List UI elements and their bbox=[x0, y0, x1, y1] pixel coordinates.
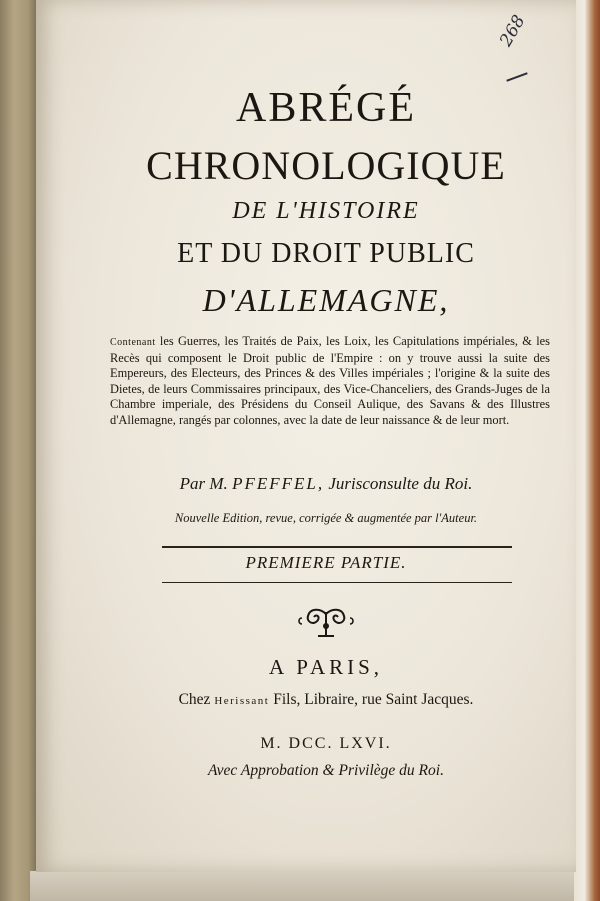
title-line-1: ABRÉGÉ bbox=[236, 85, 416, 131]
imprint-place: A PARIS, bbox=[268, 655, 384, 679]
title-line-2: CHRONOLOGIQUE bbox=[146, 143, 506, 188]
printer-line bbox=[76, 691, 576, 709]
privilege-line: Avec Approbation & Privilège du Roi. bbox=[208, 762, 444, 779]
printer-rest: Fils, Libraire, rue Saint Jacques. bbox=[273, 691, 474, 708]
author-line bbox=[76, 474, 576, 494]
page-edges bbox=[574, 0, 600, 901]
author-title: Jurisconsulte du Roi. bbox=[328, 474, 473, 493]
divider-bottom bbox=[162, 582, 512, 583]
author-name: PFEFFEL, bbox=[232, 474, 325, 493]
handwritten-note: 268 bbox=[496, 11, 530, 51]
divider-top bbox=[162, 546, 512, 548]
title-line-4: ET DU DROIT PUBLIC bbox=[177, 238, 475, 269]
title-line-3: DE L'HISTOIRE bbox=[232, 198, 420, 224]
description-lead: Contenant bbox=[110, 337, 156, 348]
book-spine bbox=[0, 0, 40, 901]
author-prefix: Par M. bbox=[179, 474, 228, 493]
title-page bbox=[36, 0, 576, 872]
fleuron-ornament bbox=[296, 606, 356, 642]
contents-description bbox=[110, 334, 550, 429]
publication-year: M. DCC. LXVI. bbox=[260, 735, 392, 752]
printer-prefix: Chez bbox=[178, 691, 211, 708]
part-heading: PREMIERE PARTIE. bbox=[245, 553, 407, 572]
title-line-5: D'ALLEMAGNE, bbox=[202, 282, 450, 318]
handwritten-stroke bbox=[506, 72, 527, 81]
printer-name: Herissant bbox=[214, 695, 270, 707]
description-body: les Guerres, les Traités de Paix, les Loix, les Capitulations impériales, & les Recès qui composent le Droit public de l'Empire : on y trouve aussi la suite des Empereurs, des Electeurs, des Princes & des Villes impériales ; l'origine & la suite des Dietes, de leurs Commissaires principaux, des Vice-Chanceliers, des Grands-Juges de la Chambre imperiale, des Présidens du Conseil Aulique, des Savans & des Illustres d'Allemagne, rangés par colonnes, avec la date de leur naissance & de leur mort. bbox=[110, 334, 550, 427]
edition-line: Nouvelle Edition, revue, corrigée & augmentée par l'Auteur. bbox=[174, 511, 478, 525]
book-bottom-edge bbox=[30, 871, 600, 901]
